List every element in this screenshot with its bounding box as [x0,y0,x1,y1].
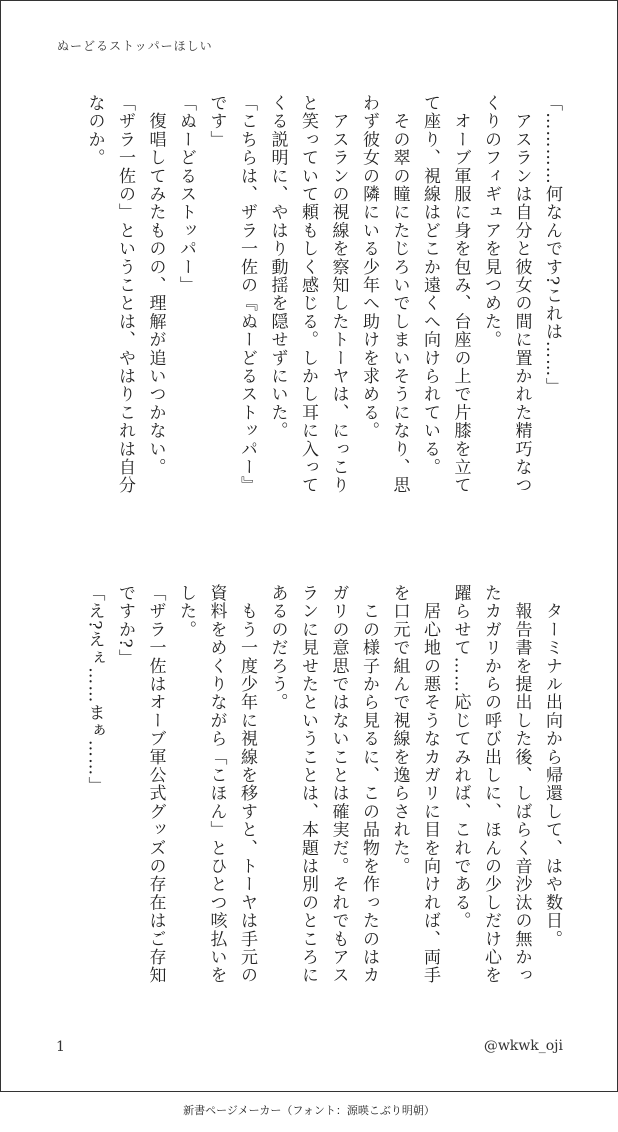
text-block-bottom: ターミナル出向から帰還して、はや数日。 報告書を提出した後、しばらく音沙汰の無かっ たカガリからの呼び出しに、ほんの少しだけ心を 躍らせて……応じてみれば、これである。 居心地の悪そうなカガリに目を向ければ、両手 を口元で組んで視線を逸らされた。 この様子から見るに、この品物を作ったのはカ ガリの意思ではないことは確実だ。それでもアス ランに見せたということは、本題は別のところに あるのだろう。 もう一度少年に視線を移すと、トーヤは手元の 資料をめくりながら「こほん」とひとつ咳払いを した。 「ザラ一佐はオーブ軍公式グッズの存在はご存知 ですか?」 「え?えぇ……まぁ……」 [84,584,562,985]
generator-credit: 新書ページメーカー（フォント：源暎こぶり明朝） [183,1104,435,1117]
page-number: 1 [56,1039,65,1055]
author-handle: @wkwk_oji [483,1038,563,1054]
running-title: ぬーどるストッパーほしい [57,39,213,53]
text-block-top: 「…………何なんです?これは……」 アスランは自分と彼女の間に置かれた精巧なつ くりのフィギュアを見つめた。 オーブ軍服に身を包み、台座の上で片膝を立て て座り、視線はどこか遠くへ向けられている。 その翠の瞳にたじろいでしまいそうになり、思 わず彼女の隣にいる少年へ助けを求める。 アスランの視線を察知したトーヤは、にっこり と笑っていて頼もしく感じる。しかし耳に入って くる説明に、やはり動揺を隠せずにいた。 「こちらは、ザラ一佐の『ぬーどるストッパー』 です」 「ぬーどるストッパー」 復唱してみたものの、理解が追いつかない。 「ザラ一佐の」ということは、やはりこれは自分 なのか。 [84,94,562,495]
